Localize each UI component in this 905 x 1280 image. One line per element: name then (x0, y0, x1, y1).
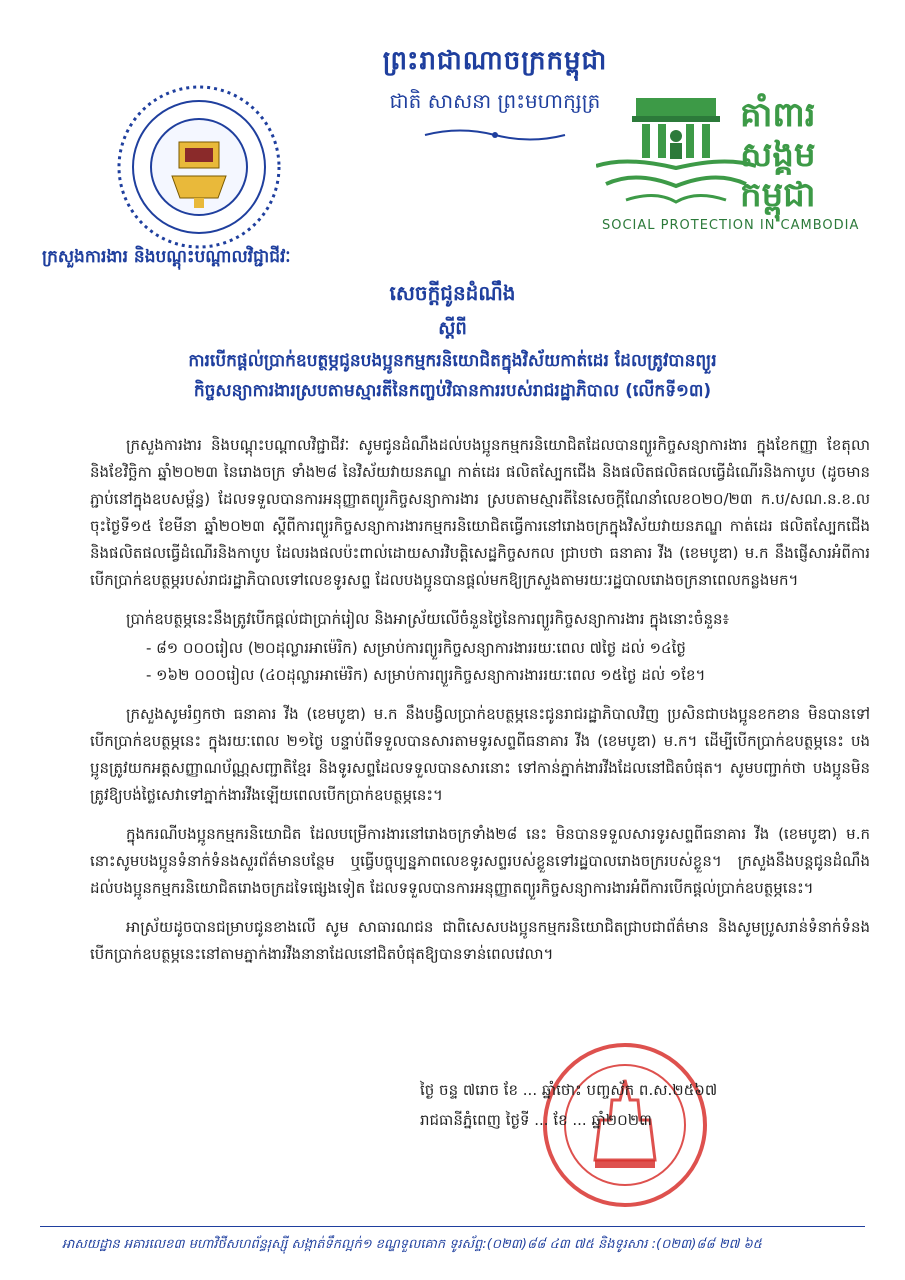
signature-block (420, 1075, 840, 1135)
list-item: - ១៦២ ០០០រៀល (៤០ដុល្លារអាម៉េរិក) សម្រាប់ការព្យួរកិច្ចសន្យាការងាររយៈពេល ១៥ថ្ងៃ ដល់ ១ខែ។ (146, 666, 706, 684)
lunar-date: ថ្ងៃ ចន្ទ ៧រោច ខែ ... ឆ្នាំថោះ បញ្ចស័ក ព.ស.២៥៦៧ (420, 1081, 718, 1099)
kingdom-name: ព្រះរាជាណាចក្រកម្ពុជា (382, 46, 608, 76)
notice-title (0, 280, 905, 403)
sp-kh-line: កម្ពុជា (740, 175, 816, 215)
notice-subject-line2: កិច្ចសន្យាការងារស្របតាមស្មារតីនៃកញ្ចប់វិធានការរបស់រាជរដ្ឋាភិបាល (លើកទី១៣) (193, 381, 712, 401)
kingdom-motto: ជាតិ សាសនា ព្រះមហាក្សត្រ (389, 89, 601, 113)
solar-date: រាជធានីភ្នំពេញ ថ្ងៃទី ... ខែ ... ឆ្នាំ២០២៣ (420, 1111, 652, 1129)
notice-regarding: ស្តីពី (438, 318, 467, 339)
notice-heading: សេចក្តីជូនដំណឹង (389, 281, 516, 305)
paragraph: ក្នុងករណីបងប្អូនកម្មករនិយោជិត ដែលបម្រើការងារនៅរោងចក្រទាំង២៨ នេះ មិនបានទទួលសារទូរសព្ទពីធនាគារ វីង (ខេមបូឌា) ម.ក នោះសូមបងប្អូនទំនាក់ទំនងសួរព័ត៌មានបន្ថែម ឬធ្វើបច្ចុប្បន្នភាពលេខទូរសព្ទរបស់ខ្លួនទៅរដ្ឋបាលរោងចក្ររបស់ខ្លួន។ ក្រសួងនឹងបន្តជូនដំណឹងដល់បងប្អូនកម្មករនិយោជិតរោងចក្រដទៃផ្សេងទៀត ដែលទទួលបានការអនុញ្ញាតព្យួរកិច្ចសន្យាការងារអំពីការបើកផ្តល់ប្រាក់ឧបត្ថម្ភនេះ។ (90, 825, 870, 897)
footer-divider (40, 1226, 865, 1227)
paragraph: ក្រសួងការងារ និងបណ្តុះបណ្តាលវិជ្ជាជីវៈ សូមជូនដំណឹងដល់បងប្អូនកម្មករនិយោជិតដែលបានព្យួរកិច្ចសន្យាការងារ ក្នុងខែកញ្ញា ខែតុលា និងខែវិច្ឆិកា ឆ្នាំ២០២៣ នៃរោងចក្រ ទាំង២៨ នៃវិស័យវាយនភណ្ឌ កាត់ដេរ ផលិតស្បែកជើង និងផលិតផលិតផលធ្វើដំណើរនិងកាបូប (ដូចមានភ្ជាប់នៅក្នុងឧបសម្ព័ន្ធ) ដែលទទួលបានការអនុញ្ញាតព្យួរកិច្ចសន្យាការងារ ស្របតាមស្មារតីនៃសេចក្តីណែនាំលេខ០២០/២៣ ក.ប/សណ.ន.ខ.ល ចុះថ្ងៃទី១៥ ខែមីនា ឆ្នាំ២០២៣ ស្តីពីការព្យួរកិច្ចសន្យាការងារកម្មករនិយោជិតធ្វើការនៅរោងចក្រក្នុងវិស័យវាយនភណ្ឌ កាត់ដេរ ផលិតស្បែកជើង និងផលិតផលធ្វើដំណើរនិងកាបូប ដែលរងផលប៉ះពាល់ដោយសារវិបត្តិសេដ្ឋកិច្ចសកល ជ្រាបថា ធនាគារ វីង (ខេមបូឌា) ម.ក នឹងផ្ញើសារអំពីការបើកប្រាក់ឧបត្ថម្ភរបស់រាជរដ្ឋាភិបាលទៅលេខទូរសព្ទ ដែលបងប្អូនបានផ្តល់មកឱ្យក្រសួងតាមរយៈរដ្ឋបាលរោងចក្រនាពេលកន្លងមក។ (90, 436, 870, 589)
notice-subject-line1: ការបើកផ្តល់ប្រាក់ឧបត្ថម្ភជូនបងប្អូនកម្មករនិយោជិតក្នុងវិស័យកាត់ដេរ ដែលត្រូវបានព្យួរ (188, 351, 717, 371)
ministry-logo (112, 80, 287, 255)
footer-address: អាសយដ្ឋាន អគារលេខ៣ មហាវិថីសហព័ន្ធរុស្ស៊ី សង្កាត់ទឹកល្អក់១ ខណ្ឌទួលគោក ទូរស័ព្ទ:(០២៣)៨៨ ៤៣ ៧៥ និងទូរសារ :(០២៣)៨៨ ២៧ ៦៥ (62, 1237, 762, 1252)
flourish-icon (420, 126, 570, 144)
notice-body (90, 432, 870, 980)
list-item: - ៨១ ០០០រៀល (២០ដុល្លារអាម៉េរិក) សម្រាប់ការព្យួរកិច្ចសន្យាការងាររយៈពេល ៧ថ្ងៃ ដល់ ១៤ថ្ងៃ (146, 639, 686, 657)
ministry-name: ក្រសួងការងារ និងបណ្តុះបណ្តាលវិជ្ជាជីវៈ (42, 247, 291, 267)
social-protection-kh (740, 95, 860, 215)
sp-kh-line: សង្គម (740, 135, 816, 175)
paragraph: ក្រសួងសូមរំឭកថា ធនាគារ វីង (ខេមបូឌា) ម.ក នឹងបង្វិលប្រាក់ឧបត្ថម្ភនេះជូនរាជរដ្ឋាភិបាលវិញ ប្រសិនជាបងប្អូនខកខាន មិនបានទៅបើកប្រាក់ឧបត្ថម្ភនេះ ក្នុងរយៈពេល ២១ថ្ងៃ បន្ទាប់ពីទទួលបានសារតាមទូរសព្ទពីធនាគារ វីង (ខេមបូឌា) ម.ក។ ដើម្បីបើកប្រាក់ឧបត្ថម្ភនេះ បងប្អូនត្រូវយកអត្តសញ្ញាណប័ណ្ណសញ្ជាតិខ្មែរ និងទូរសព្ទដែលទទួលបានសារនោះ ទៅកាន់ភ្នាក់ងារវីងដែលនៅជិតបំផុត។ សូមបញ្ជាក់ថា បងប្អូនមិនត្រូវឱ្យបង់ថ្លៃសេវាទៅភ្នាក់ងារវីងឡើយពេលបើកប្រាក់ឧបត្ថម្ភនេះ។ (90, 705, 870, 804)
social-protection-logo (596, 96, 756, 206)
paragraph: អាស្រ័យដូចបានជម្រាបជូនខាងលើ សូម សាធារណជន ជាពិសេសបងប្អូនកម្មករនិយោជិតជ្រាបជាព័ត៌មាន និងសូមប្រូសរាន់ទំនាក់ទំនងបើកប្រាក់ឧបត្ថម្ភនេះនៅតាមភ្នាក់ងារវីងនានាដែលនៅជិតបំផុតឱ្យបានទាន់ពេលវេលា។ (90, 918, 870, 963)
sp-kh-line: គាំពារ (740, 95, 816, 135)
social-protection-en: SOCIAL PROTECTION IN CAMBODIA (602, 218, 860, 233)
paragraph: ប្រាក់ឧបត្ថម្ភនេះនឹងត្រូវបើកផ្តល់ជាប្រាក់រៀល និងអាស្រ័យលើចំនួនថ្ងៃនៃការព្យួរកិច្ចសន្យាការងារ ក្នុងនោះចំនួន៖ (126, 610, 730, 628)
